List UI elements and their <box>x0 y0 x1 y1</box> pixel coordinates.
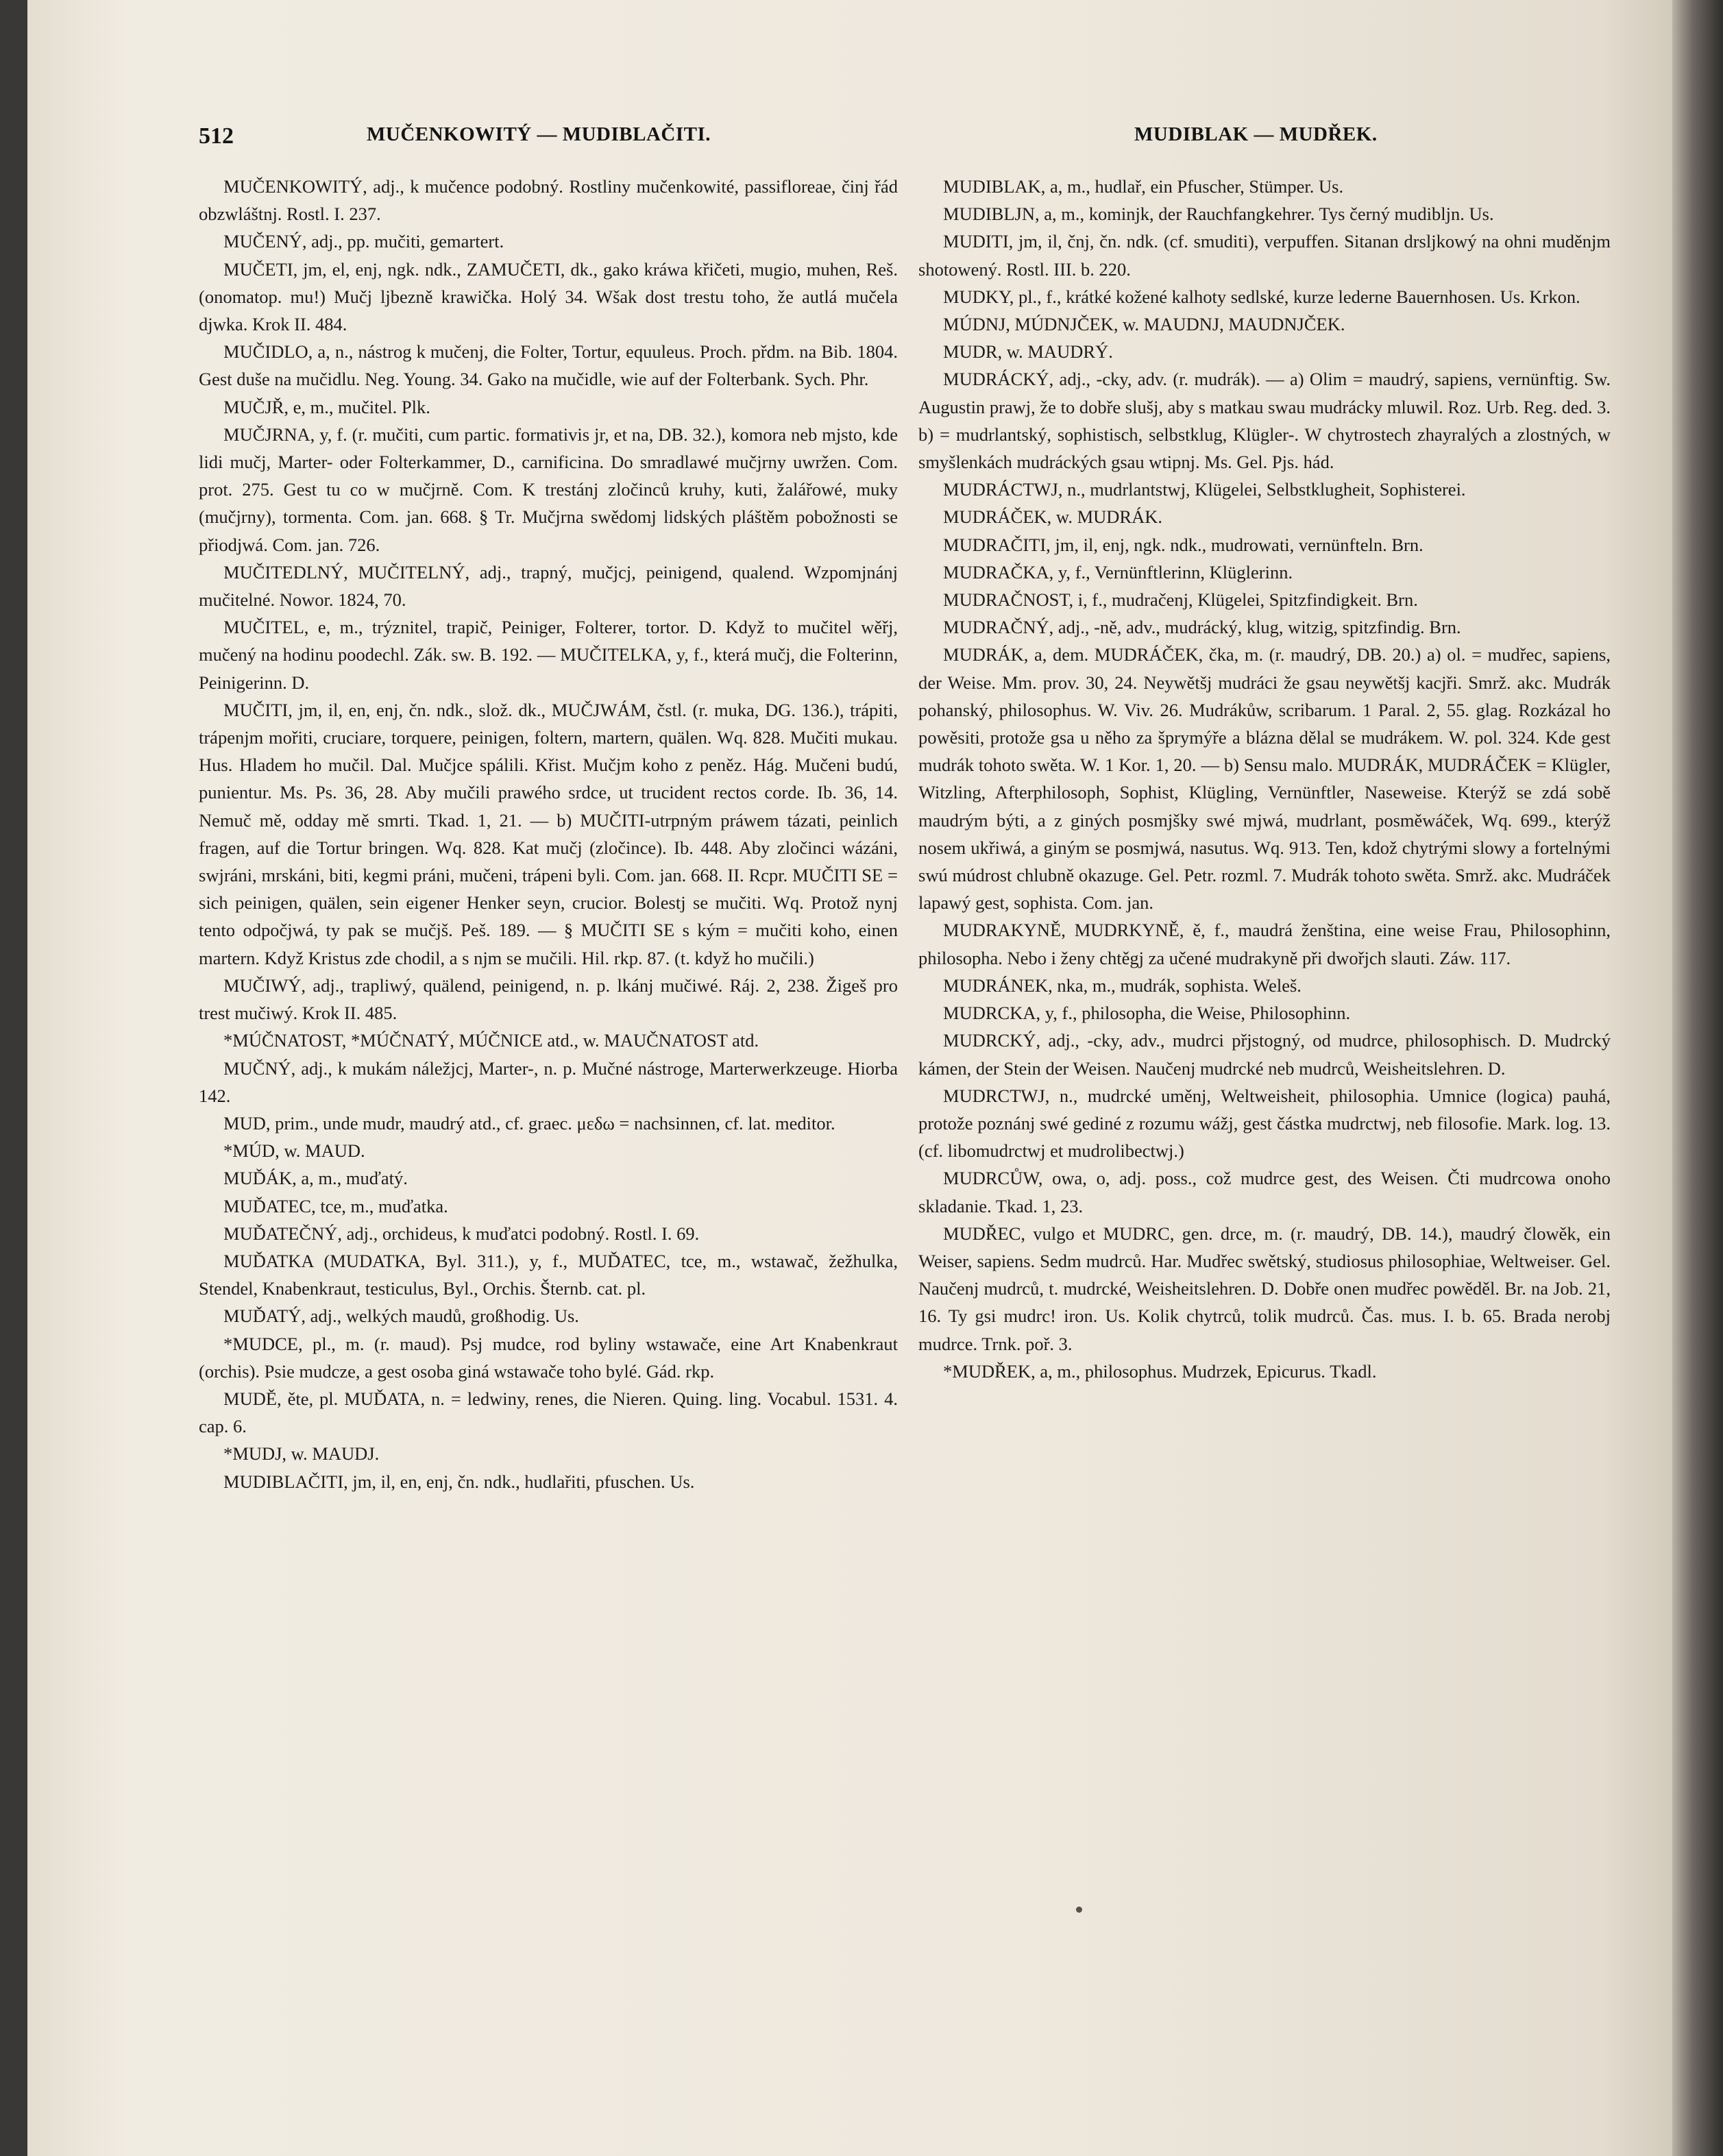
running-header <box>199 123 1583 151</box>
ink-spot <box>1076 1907 1082 1913</box>
dictionary-entry: MUDITI, jm, il, čnj, čn. ndk. (cf. smuditi), verpuffen. Sitanan drsljkowý na ohni muděnjm shotowený. Rostl. III. b. 220. <box>918 231 1611 280</box>
dictionary-entry: MUDĚ, ěte, pl. MUĎATA, n. = ledwiny, renes, die Nieren. Quing. ling. Vocabul. 1531. 4. cap. 6. <box>199 1388 898 1437</box>
dictionary-entry: MUDRAČKA, y, f., Vernünftlerinn, Klüglerinn. <box>943 561 1293 583</box>
dictionary-entry: MUĎÁK, a, m., muďatý. <box>223 1168 408 1189</box>
dictionary-entry: *MUDCE, pl., m. (r. maud). Psj mudce, rod byliny wstawače, eine Art Knabenkraut (orchis). Psie mudcze, a gest osoba giná wstawače toho bylé. Gád. rkp. <box>199 1333 898 1382</box>
dictionary-entry: MUDRAČNOST, i, f., mudračenj, Klügelei, Spitzfindigkeit. Brn. <box>943 589 1418 611</box>
dictionary-entry: MUĎATEČNÝ, adj., orchideus, k muďatci podobný. Rostl. I. 69. <box>223 1223 700 1244</box>
dictionary-entry: MUDIBLJN, a, m., kominjk, der Rauchfangkehrer. Tys černý mudibljn. Us. <box>943 204 1494 225</box>
dictionary-entry: MUČETI, jm, el, enj, ngk. ndk., ZAMUČETI, dk., gako kráwa křičeti, mugio, muhen, Reš. (onomatop. mu!) Mučj ljbezně krawička. Holý 34. Wšak dost trestu toho, že autlá mučela djwka. Krok II. 484. <box>199 258 898 335</box>
dictionary-entry: MUDRCKÝ, adj., -cky, adv., mudrci přjstogný, od mudrce, philosophisch. D. Mudrcký kámen, der Stein der Weisen. Naučenj mudrcké neb mudrců, Weisheitslehren. D. <box>918 1030 1611 1079</box>
dictionary-entry: *MÚČNATOST, *MÚČNATÝ, MÚČNICE atd., w. MAUČNATOST atd. <box>223 1030 759 1051</box>
dictionary-entry: *MUDŘEK, a, m., philosophus. Mudrzek, Epicurus. Tkadl. <box>943 1360 1377 1382</box>
dictionary-entry: MUDRCTWJ, n., mudrcké uměnj, Weltweisheit, philosophia. Umnice (logica) pauhá, protože poznánj swé gediné z rozumu wážj, gest částka mudrctwj, neb filosofie. Mark. log. 13. (cf. libomudrctwj et mudrolibectwj.) <box>918 1085 1611 1162</box>
page-number: 512 <box>199 123 234 149</box>
dictionary-entry: MUDRÁK, a, dem. MUDRÁČEK, čka, m. (r. maudrý, DB. 20.) a) ol. = mudřec, sapiens, der Weise. Mm. prov. 30, 24. Neywětšj mudráci že gsau neywětšj kacjři. Smrž. akc. Mudrák pohanský, philosophus. W. Viv. 26. Mudrákůw, scribarum. 1 Paral. 2, 55. glag. Rozkázal ho powěsiti, protože gsa u něho za šprymýře a blázna dělal se mudrákem. W. pol. 324. Kde gest mudrák tohoto swěta. W. 1 Kor. 1, 20. — b) Sensu malo. MUDRÁK, MUDRÁČEK = Klügler, Witzling, Afterphilosoph, Sophist, Klügling, Vernünftler, Naseweise. Kterýž se zdá sobě maudrým býti, a z giných posmjšky swé mjwá, mudrlant, posměwáček, Wq. 699., kterýž nosem ukřiwá, a giným se posmjwá, nasutus. Wq. 913. Ten, kdož chytrými slowy a fortelnými swú múdrost chlubně okazuge. Gel. Petr. rozml. 7. Mudrák tohoto swěta. Smrž. akc. Mudráček lapawý gest, sophista. Com. jan. <box>918 644 1611 914</box>
dictionary-entry: MUĎATÝ, adj., welkých maudů, großhodig. Us. <box>223 1306 579 1327</box>
dictionary-entry: MUČIWÝ, adj., trapliwý, quälend, peinigend, n. p. lkánj mučiwé. Ráj. 2, 238. Žigeš pro trest mučiwý. Krok II. 485. <box>199 975 898 1024</box>
dictionary-entry: MUDRÁCKÝ, adj., -cky, adv. (r. mudrák). — a) Olim = maudrý, sapiens, vernünftig. Sw. Augustin prawj, že to dobře slušj, aby s matkau swau mudrácky mluwil. Roz. Urb. Reg. ded. 3. b) = mudrlantský, sophistisch, selbstklug, Klügler-. W chytrostech zhayralých a zlostných, w smyšlenkách mudráckých gsau wtipnj. Ms. Gel. Pjs. hád. <box>918 369 1611 473</box>
right-column <box>918 173 1611 1385</box>
dictionary-entry: MUDŘEC, vulgo et MUDRC, gen. drce, m. (r. maudrý, DB. 14.), maudrý člowěk, ein Weiser, sapiens. Sedm mudrců. Har. Mudřec swětský, studiosus philosophiae, Weltweiser. Gel. Naučenj mudrců, t. mudrcké, Weisheitslehren. D. Dobře onen mudřec powěděl. Br. na Job. 21, 16. Ty gsi mudrc! iron. Us. Kolik chytrců, tolik mudrců. Čas. mus. I. b. 65. Brada nerobj mudrce. Trnk. poř. 3. <box>918 1223 1611 1354</box>
dictionary-entry: MUD, prim., unde mudr, maudrý atd., cf. graec. μεδω = nachsinnen, cf. lat. meditor. <box>223 1112 835 1134</box>
dictionary-entry: MUDRÁCTWJ, n., mudrlantstwj, Klügelei, Selbstklugheit, Sophisterei. <box>943 479 1466 500</box>
dictionary-entry: MUĎATKA (MUDATKA, Byl. 311.), y, f., MUĎATEC, tce, m., wstawač, žežhulka, Stendel, Knabenkraut, testiculus, Byl., Orchis. Šternb. cat. pl. <box>199 1250 898 1299</box>
dictionary-entry: *MUDJ, w. MAUDJ. <box>223 1443 380 1465</box>
dictionary-entry: MUDRAKYNĚ, MUDRKYNĚ, ě, f., maudrá ženština, eine weise Frau, Philosophinn, philosopha. Nebo i ženy chtěgj za učené mudrakyně při dwořjch slauti. Záw. 117. <box>918 920 1611 968</box>
dictionary-entry: MUČJŘ, e, m., mučitel. Plk. <box>223 396 430 417</box>
dictionary-entry: MUDRAČITI, jm, il, enj, ngk. ndk., mudrowati, vernünfteln. Brn. <box>943 534 1423 555</box>
dictionary-entry: MUČITEDLNÝ, MUČITELNÝ, adj., trapný, mučjcj, peinigend, qualend. Wzpomjnánj mučitelné. Nowor. 1824, 70. <box>199 561 898 611</box>
dictionary-entry: MUDRCKA, y, f., philosopha, die Weise, Philosophinn. <box>943 1003 1351 1024</box>
dictionary-entry: MUČITI, jm, il, en, enj, čn. ndk., slož. dk., MUČJWÁM, čstl. (r. muka, DG. 136.), trápiti, trápenjm mořiti, cruciare, torquere, peinigen, foltern, martern, quälen. Wq. 828. Mučiti mukau. Hus. Hladem ho mučil. Dal. Mučjce spálili. Křist. Mučjm koho z peněz. Hág. Mučeni budú, punientur. Ms. Ps. 36, 28. Aby mučili prawého srdce, ut trucident rectos corde. Ib. 36, 14. Nemuč mě, odday mě smrti. Tkad. 1, 21. — b) MUČITI-utrpným práwem tázati, peinlich fragen, auf die Tortur bringen. Wq. 828. Kat mučj (zločince). Ib. 448. Aby zločinci wázáni, swjráni, mrskáni, biti, kegmi práni, mučeni, trápeni byli. Com. jan. 668. II. Rcpr. MUČITI SE = sich peinigen, quälen, sein eigener Henker seyn, crucior. Bolestj se mučiti. Wq. Protož nynj tento odpočjwá, ty pak se mučjš. Peš. 189. — § MUČITI SE s kým = mučiti koho, einen martern. Když Kristus zde chodil, a s njm se mučili. Hil. rkp. 87. (t. když ho mučili.) <box>199 699 898 968</box>
dictionary-entry: MUČNÝ, adj., k mukám náležjcj, Marter-, n. p. Mučné nástroge, Marterwerkzeuge. Hiorba 142. <box>199 1057 898 1106</box>
dictionary-entry: MUDR, w. MAUDRÝ. <box>943 341 1113 363</box>
left-column <box>199 173 898 1495</box>
dictionary-entry: MUDIBLAČITI, jm, il, en, enj, čn. ndk., hudlařiti, pfuschen. Us. <box>223 1471 695 1492</box>
right-running-title: MUDIBLAK — MUDŘEK. <box>1134 123 1378 145</box>
dictionary-entry: MUDRCŮW, owa, o, adj. poss., což mudrce gest, des Weisen. Čti mudrcowa onoho skladanie. Tkad. 1, 23. <box>918 1168 1611 1216</box>
dictionary-entry: MUDIBLAK, a, m., hudlař, ein Pfuscher, Stümper. Us. <box>943 176 1344 197</box>
dictionary-entry: MUČIDLO, a, n., nástrog k mučenj, die Folter, Tortur, equuleus. Proch. přdm. na Bib. 1804. Gest duše na mučidlu. Neg. Young. 34. Gako na mučidle, wie auf der Folterbank. Sych. Phr. <box>199 341 898 390</box>
dictionary-entry: MUČENÝ, adj., pp. mučiti, gemartert. <box>223 231 504 252</box>
book-edge-shadow <box>1672 0 1723 2156</box>
dictionary-entry: MUDKY, pl., f., krátké kožené kalhoty sedlské, kurze lederne Bauernhosen. Us. Krkon. <box>943 286 1580 307</box>
dictionary-entry: MUČITEL, e, m., trýznitel, trapič, Peiniger, Folterer, tortor. D. Když to mučitel wěřj, mučený na hodinu poodechl. Zák. sw. B. 192. — MUČITELKA, y, f., která mučj, die Folterinn, Peinigerinn. D. <box>199 617 898 693</box>
dictionary-entry: MÚDNJ, MÚDNJČEK, w. MAUDNJ, MAUDNJČEK. <box>943 314 1345 335</box>
dictionary-entry: MUĎATEC, tce, m., muďatka. <box>223 1195 448 1216</box>
dictionary-entry: MUDRÁČEK, w. MUDRÁK. <box>943 506 1162 528</box>
dictionary-entry: MUDRÁNEK, nka, m., mudrák, sophista. Weleš. <box>943 975 1302 996</box>
dictionary-entry: MUČJRNA, y, f. (r. mučiti, cum partic. formativis jr, et na, DB. 32.), komora neb mjsto, kde lidi mučj, Marter- oder Folterkammer, D., carnificina. Do smradlawé mučjrny uwržen. Com. prot. 275. Gest tu co w mučjrně. Com. K trestánj zločinců kruhy, kuti, žalářowé, muky (mučjrny), tormenta. Com. jan. 668. § Tr. Mučjrna swědomj lidských pláštěm pobožnosti se přiodjwá. Com. jan. 726. <box>199 424 898 555</box>
dictionary-entry: MUDRAČNÝ, adj., -ně, adv., mudrácký, klug, witzig, spitzfindig. Brn. <box>943 617 1461 638</box>
left-running-title: MUČENKOWITÝ — MUDIBLAČITI. <box>367 123 711 145</box>
dictionary-entry: MUČENKOWITÝ, adj., k mučence podobný. Rostliny mučenkowité, passifloreae, činj řád obzwláštnj. Rostl. I. 237. <box>199 176 898 225</box>
dictionary-entry: *MÚD, w. MAUD. <box>223 1140 365 1162</box>
